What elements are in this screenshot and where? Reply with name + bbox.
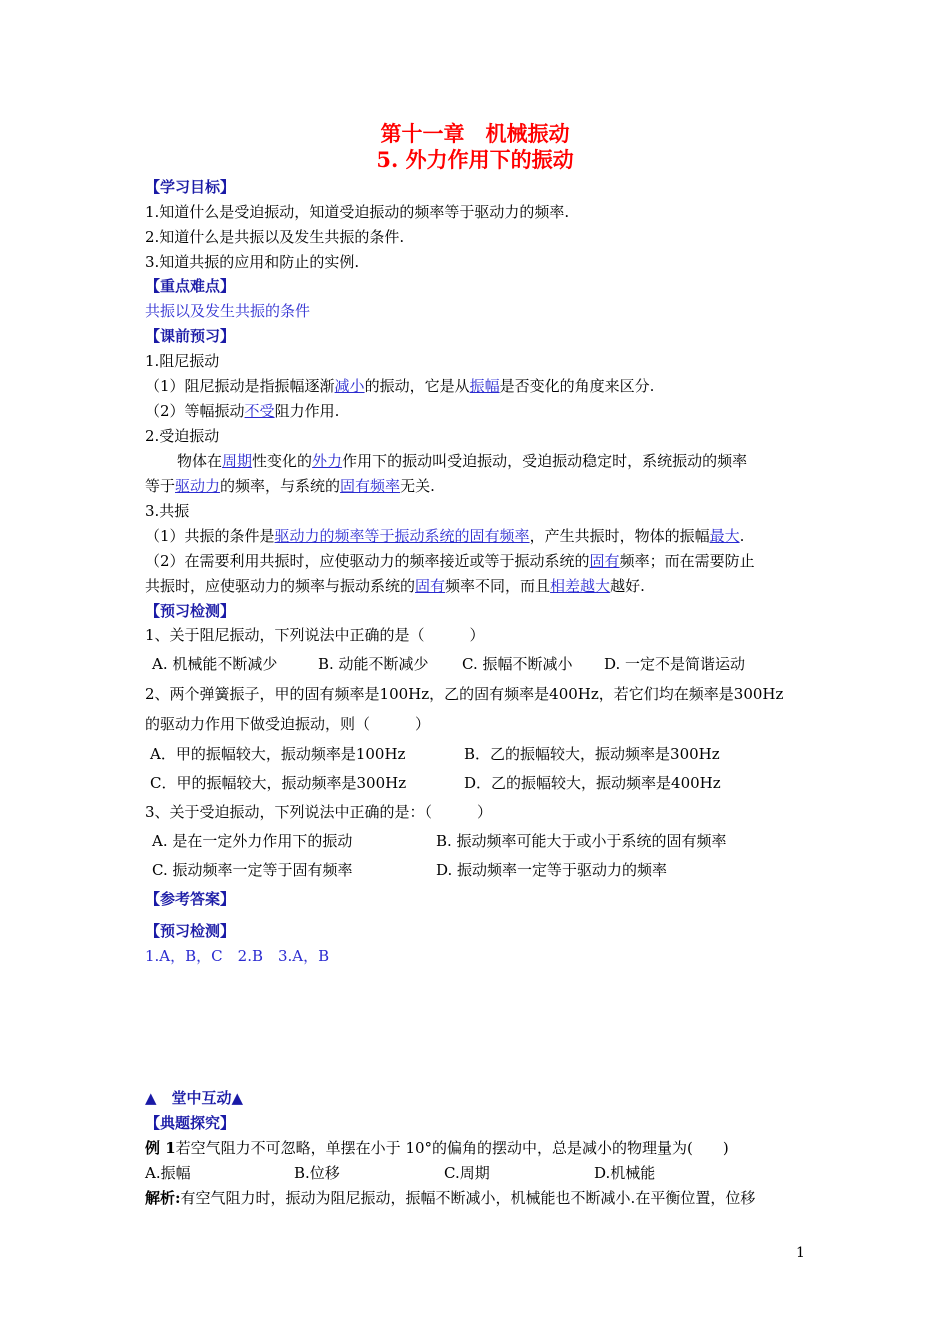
check-heading: 【预习检测】 (145, 602, 236, 620)
answers-sub-heading: 【预习检测】 (145, 922, 236, 940)
chapter-title: 第十一章 机械振动 (380, 121, 570, 146)
q2-option-d: D．乙的振幅较大，振动频率是400Hz (464, 774, 721, 792)
page-number: 1 (796, 1245, 805, 1261)
question-1: 1、关于阻尼振动，下列说法中正确的是（ ） (145, 626, 485, 644)
goal-item: 2.知道什么是共振以及发生共振的条件. (145, 228, 405, 246)
forced-vibration-title: 2.受迫振动 (145, 427, 220, 445)
goal-item: 1.知道什么是受迫振动，知道受迫振动的频率等于驱动力的频率. (145, 203, 570, 221)
fill-blank: 固有 (415, 577, 446, 595)
fill-blank: 相差越大 (550, 577, 611, 595)
q1-option-a: A. 机械能不断减少 (152, 655, 278, 673)
goals-heading: 【学习目标】 (145, 178, 236, 196)
examples-heading: 【典题探究】 (145, 1114, 236, 1132)
fill-blank: 固有 (589, 552, 620, 570)
resonance-line-2: （2）在需要利用共振时，应使驱动力的频率接近或等于振动系统的固有频率；而在需要防止 (145, 552, 755, 570)
damped-vibration-title: 1.阻尼振动 (145, 352, 220, 370)
q3-option-d: D. 振动频率一定等于驱动力的频率 (436, 861, 668, 879)
goal-item: 3.知道共振的应用和防止的实例. (145, 253, 360, 271)
ex1-option-b: B.位移 (294, 1164, 340, 1182)
q1-option-d: D. 一定不是简谐运动 (604, 655, 746, 673)
question-2-line-1: 2、两个弹簧振子，甲的固有频率是100Hz，乙的固有频率是400Hz，若它们均在频率是300Hz (145, 685, 784, 703)
fill-blank: 最大 (709, 527, 740, 545)
classroom-heading: ▲ 堂中互动▲ (145, 1089, 244, 1107)
key-points-heading: 【重点难点】 (145, 277, 236, 295)
q3-option-b: B. 振动频率可能大于或小于系统的固有频率 (436, 832, 727, 850)
q3-option-c: C. 振动频率一定等于固有频率 (152, 861, 353, 879)
question-2-line-2: 的驱动力作用下做受迫振动，则（ ） (145, 715, 431, 733)
fill-blank: 不受 (244, 402, 275, 420)
key-points-text: 共振以及发生共振的条件 (145, 302, 311, 320)
fill-blank: 周期 (222, 452, 253, 470)
damped-line-1: （1）阻尼振动是指振幅逐渐减小的振动，它是从振幅是否变化的角度来区分. (145, 377, 655, 395)
fill-blank: 减小 (334, 377, 365, 395)
analysis: 解析:有空气阻力时，振动为阻尼振动，振幅不断减小，机械能也不断减小.在平衡位置，位移 (145, 1189, 756, 1207)
damped-line-2: （2）等幅振动不受阻力作用. (145, 402, 340, 420)
forced-line-1: 物体在周期性变化的外力作用下的振动叫受迫振动，受迫振动稳定时，系统振动的频率 (177, 452, 748, 470)
q1-option-b: B. 动能不断减少 (318, 655, 429, 673)
resonance-line-3: 共振时，应使驱动力的频率与振动系统的固有频率不同，而且相差越大越好. (145, 577, 645, 595)
q2-option-b: B．乙的振幅较大，振动频率是300Hz (464, 745, 720, 763)
question-3: 3、关于受迫振动，下列说法中正确的是：（ ） (145, 803, 493, 821)
section-title: 5. 外力作用下的振动 (376, 147, 574, 172)
forced-line-2: 等于驱动力的频率，与系统的固有频率无关. (145, 477, 435, 495)
answers-text: 1.A，B，C 2.B 3.A，B (145, 947, 330, 965)
fill-blank: 固有频率 (340, 477, 401, 495)
answers-heading: 【参考答案】 (145, 890, 236, 908)
fill-blank: 驱动力 (175, 477, 221, 495)
example-1: 例 1若空气阻力不可忽略，单摆在小于 10°的偏角的摆动中，总是减小的物理量为( ) (145, 1139, 729, 1157)
q2-option-a: A．甲的振幅较大，振动频率是100Hz (150, 745, 406, 763)
q1-option-c: C. 振幅不断减小 (462, 655, 573, 673)
q2-option-c: C．甲的振幅较大，振动频率是300Hz (150, 774, 407, 792)
fill-blank: 外力 (312, 452, 343, 470)
resonance-title: 3.共振 (145, 502, 190, 520)
ex1-option-a: A.振幅 (145, 1164, 191, 1182)
fill-blank: 驱动力的频率等于振动系统的固有频率 (274, 527, 530, 545)
ex1-option-c: C.周期 (444, 1164, 490, 1182)
resonance-line-1: （1）共振的条件是驱动力的频率等于振动系统的固有频率，产生共振时，物体的振幅最大. (145, 527, 745, 545)
preview-heading: 【课前预习】 (145, 327, 236, 345)
q3-option-a: A. 是在一定外力作用下的振动 (152, 832, 353, 850)
ex1-option-d: D.机械能 (594, 1164, 656, 1182)
fill-blank: 振幅 (469, 377, 500, 395)
